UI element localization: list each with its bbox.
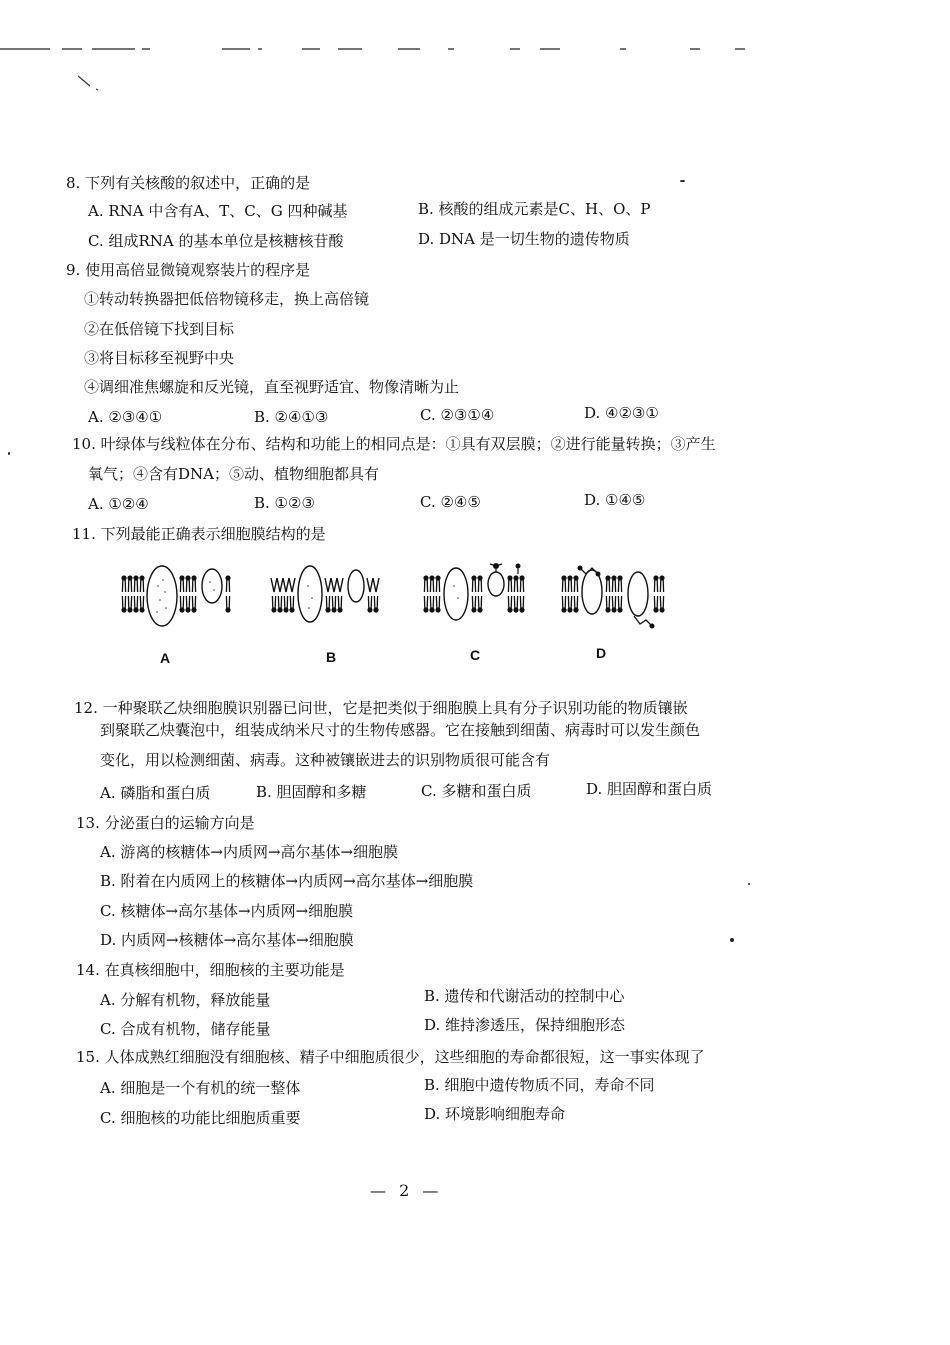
membrane-diagram-svg [110,556,670,641]
q9-option-a: A. ②③④① [88,408,163,426]
scan-speck [748,883,750,885]
question-12-stem-line3: 变化，用以检测细菌、病毒。这种被镶嵌进去的识别物质很可能含有 [100,751,551,769]
question-12-stem-line2: 到聚联乙炔囊泡中，组装成纳米尺寸的生物传感器。它在接触到细菌、病毒时可以发生颜色 [100,721,701,739]
diagram-label-c: C [470,647,481,663]
q12-option-a: A. 磷脂和蛋白质 [100,784,211,802]
question-8-stem: 8. 下列有关核酸的叙述中，正确的是 [66,174,311,192]
q8-option-d: D. DNA 是一切生物的遗传物质 [418,230,630,248]
question-12-stem-line1: 12. 一种聚联乙炔细胞膜识别器已问世，它是把类似于细胞膜上具有分子识别功能的物质镶嵌 [74,699,688,717]
q14-option-a: A. 分解有机物，释放能量 [100,991,271,1009]
q8-option-c: C. 组成RNA 的基本单位是核糖核苷酸 [88,232,344,250]
q10-option-d: D. ①④⑤ [584,491,646,509]
q15-option-d: D. 环境影响细胞寿命 [424,1105,566,1123]
q10-option-c: C. ②④⑤ [420,493,481,511]
q12-option-b: B. 胆固醇和多糖 [256,783,367,801]
q9-step-1: ①转动转换器把低倍物镜移走，换上高倍镜 [84,290,370,308]
q9-step-2: ②在低倍镜下找到目标 [84,320,235,338]
diagram-a [121,566,230,626]
question-11-stem: 11. 下列最能正确表示细胞膜结构的是 [72,525,326,543]
diagram-label-a: A [160,650,171,666]
q9-step-3: ③将目标移至视野中央 [84,349,235,367]
page-number: — 2 — [370,1181,443,1200]
question-13-stem: 13. 分泌蛋白的运输方向是 [76,814,255,832]
diagram-label-d: D [596,645,607,661]
question-15-stem: 15. 人体成熟红细胞没有细胞核、精子中细胞质很少，这些细胞的寿命都很短，这一事实体现了 [76,1048,705,1066]
scan-border-line [0,47,950,51]
q9-option-c: C. ②③①④ [420,406,495,424]
scan-mark [78,74,108,98]
q9-step-4: ④调细准焦螺旋和反光镜，直至视野适宜、物像清晰为止 [84,378,460,396]
question-14-stem: 14. 在真核细胞中，细胞核的主要功能是 [76,961,345,979]
question-10-stem-line1: 10. 叶绿体与线粒体在分布、结构和功能上的相同点是：①具有双层膜；②进行能量转换；③产生 [72,435,716,453]
diagram-c [423,563,524,620]
q13-option-a: A. 游离的核糖体→内质网→高尔基体→细胞膜 [100,843,399,861]
q12-option-d: D. 胆固醇和蛋白质 [586,780,713,798]
q8-option-a: A. RNA 中含有A、T、C、G 四种碱基 [88,202,348,220]
q9-option-b: B. ②④①③ [254,408,329,426]
q13-option-d: D. 内质网→核糖体→高尔基体→细胞膜 [100,931,354,949]
q15-option-b: B. 细胞中遗传物质不同，寿命不同 [424,1076,655,1094]
q14-option-d: D. 维持渗透压，保持细胞形态 [424,1016,626,1034]
q12-option-c: C. 多糖和蛋白质 [421,782,532,800]
scan-speck [730,938,734,942]
diagram-b [271,566,379,622]
diagram-d [561,566,664,629]
q13-option-b: B. 附着在内质网上的核糖体→内质网→高尔基体→细胞膜 [100,872,474,890]
scan-speck [680,180,685,182]
q15-option-a: A. 细胞是一个有机的统一整体 [100,1079,301,1097]
question-9-stem: 9. 使用高倍显微镜观察装片的程序是 [66,261,311,279]
q15-option-c: C. 细胞核的功能比细胞质重要 [100,1109,301,1127]
q14-option-c: C. 合成有机物，储存能量 [100,1020,271,1038]
question-10-stem-line2: 氧气；④含有DNA；⑤动、植物细胞都具有 [88,465,379,483]
q8-option-b: B. 核酸的组成元素是C、H、O、P [418,200,651,218]
membrane-diagrams [110,556,670,666]
q10-option-a: A. ①②④ [88,495,149,513]
q14-option-b: B. 遗传和代谢活动的控制中心 [424,987,625,1005]
q10-option-b: B. ①②③ [254,494,315,512]
q9-option-d: D. ④②③① [584,404,659,422]
diagram-label-b: B [326,649,337,665]
q13-option-c: C. 核糖体→高尔基体→内质网→细胞膜 [100,902,354,920]
scan-speck [8,452,10,455]
